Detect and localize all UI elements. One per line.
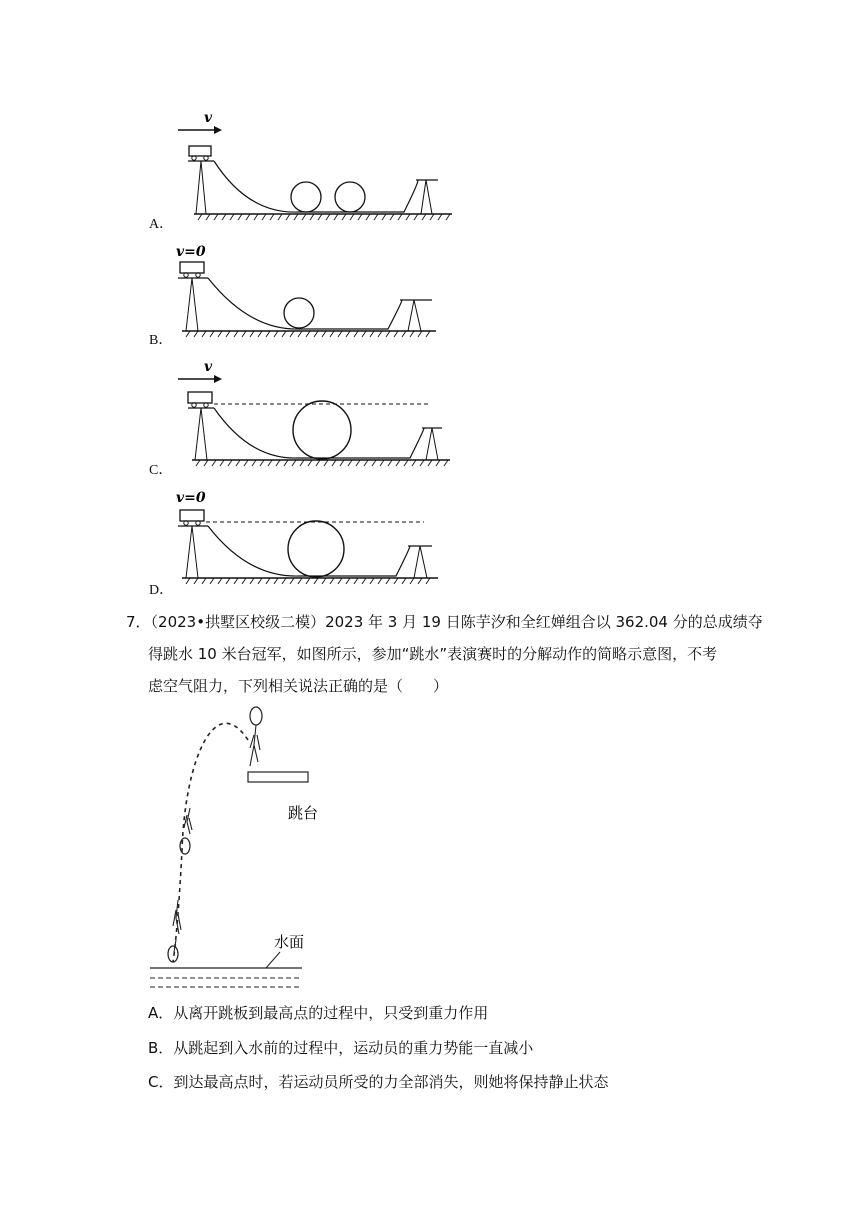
question-7-stem — [126, 606, 766, 702]
choice-a: A．从离开跳板到最高点的过程中，只受到重力作用 — [148, 1004, 489, 1022]
option-d-figure — [170, 482, 460, 597]
water-label: 水面 — [274, 933, 305, 951]
velocity-label-c: v — [204, 359, 213, 375]
diving-figure — [140, 700, 340, 1000]
option-b-label: B． — [149, 333, 173, 348]
question-7-line-3: 虑空气阻力，下列相关说法正确的是（ ） — [148, 677, 449, 695]
option-d-label: D． — [149, 583, 174, 598]
question-7-line-1: 7．（2023•拱墅区校级二模）2023 年 3 月 19 日陈芋汐和全红婵组合以 362.04 分的总成绩夺 — [126, 613, 763, 631]
option-c-figure — [170, 354, 460, 479]
option-a-label: A． — [149, 217, 174, 232]
velocity-label-d: v=0 — [176, 490, 206, 506]
velocity-label-b: v=0 — [176, 244, 206, 260]
velocity-label-a: v — [204, 110, 213, 126]
platform-label: 跳台 — [288, 804, 319, 822]
option-a-figure — [170, 108, 460, 228]
option-b-figure — [170, 236, 460, 346]
choice-c: C．到达最高点时，若运动员所受的力全部消失，则她将保持静止状态 — [148, 1073, 609, 1091]
choice-b: B．从跳起到入水前的过程中，运动员的重力势能一直减小 — [148, 1039, 534, 1057]
option-c-label: C． — [149, 463, 173, 478]
question-7-line-2: 得跳水 10 米台冠军，如图所示，参加“跳水”表演赛时的分解动作的简略示意图，不考 — [148, 645, 718, 663]
